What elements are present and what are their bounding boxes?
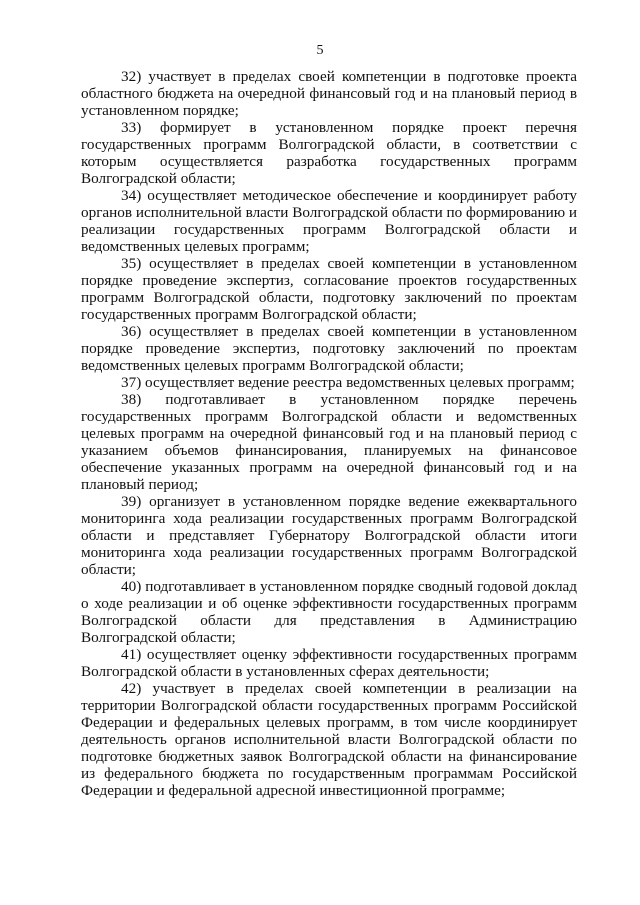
paragraph-item-39: 39) организует в установленном порядке ведение ежеквартального мониторинга хода реализации государственных программ Волгоградской области и представляет Губернатору Волгоградской области итоги мониторинга хода реализации государственных программ Волгоградской области; bbox=[81, 493, 577, 578]
paragraph-item-41: 41) осуществляет оценку эффективности государственных программ Волгоградской области в установленных сферах деятельности; bbox=[81, 646, 577, 680]
page-number: 5 bbox=[316, 43, 324, 58]
paragraph-item-35: 35) осуществляет в пределах своей компетенции в установленном порядке проведение экспертиз, согласование проектов государственных программ Волгоградской области, подготовку заключений по проектам государственных программ Волгоградской области; bbox=[81, 255, 577, 323]
paragraph-item-36: 36) осуществляет в пределах своей компетенции в установленном порядке проведение экспертиз, подготовку заключений по проектам ведомственных целевых программ Волгоградской области; bbox=[81, 323, 577, 374]
paragraph-item-32: 32) участвует в пределах своей компетенции в подготовке проекта областного бюджета на очередной финансовый год и на плановый период в установленном порядке; bbox=[81, 68, 577, 119]
paragraph-item-33: 33) формирует в установленном порядке проект перечня государственных программ Волгоградской области, в соответствии с которым осуществляется разработка государственных программ Волгоградской области; bbox=[81, 119, 577, 187]
paragraph-item-38: 38) подготавливает в установленном порядке перечень государственных программ Волгоградской области и ведомственных целевых программ на очередной финансовый год и на плановый период с указанием объемов финансирования, планируемых на финансовое обеспечение указанных программ на очередной финансовый год и на плановый период; bbox=[81, 391, 577, 493]
paragraph-item-42: 42) участвует в пределах своей компетенции в реализации на территории Волгоградской области государственных программ Российской Федерации и федеральных целевых программ, в том числе координирует деятельность органов исполнительной власти Волгоградской области по подготовке бюджетных заявок Волгоградской области на финансирование из федерального бюджета по государственным программам Российской Федерации и федеральной адресной инвестиционной программе; bbox=[81, 680, 577, 799]
paragraph-item-34: 34) осуществляет методическое обеспечение и координирует работу органов исполнительной власти Волгоградской области по формированию и реализации государственных программ Волгоградской области и ведомственных целевых программ; bbox=[81, 187, 577, 255]
document-body bbox=[81, 68, 577, 799]
paragraph-item-40: 40) подготавливает в установленном порядке сводный годовой доклад о ходе реализации и об оценке эффективности государственных программ Волгоградской области для представления в Администрацию Волгоградской области; bbox=[81, 578, 577, 646]
paragraph-item-37: 37) осуществляет ведение реестра ведомственных целевых программ; bbox=[121, 374, 575, 391]
